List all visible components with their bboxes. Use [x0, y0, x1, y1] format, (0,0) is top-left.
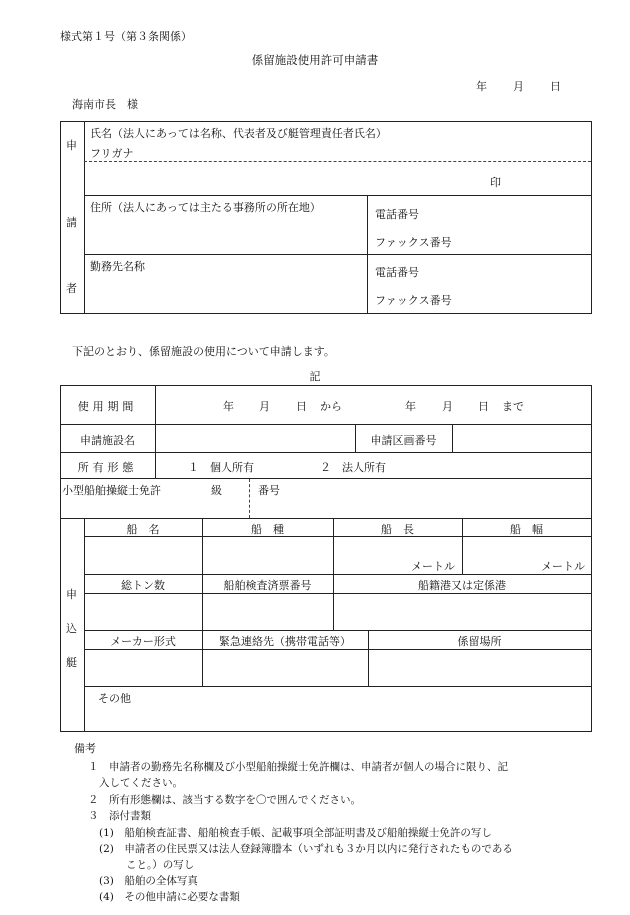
length-unit: メートル	[411, 560, 455, 573]
note-3: ３ 添付書類	[88, 810, 151, 822]
note-3-item-3: (3) 船舶の全体写真	[99, 875, 198, 887]
workplace-fax-label: ファックス番号	[375, 294, 452, 307]
furigana-label: フリガナ	[90, 147, 134, 160]
ownership-label: 所有形態	[77, 461, 138, 474]
ship-length-header: 船 長	[381, 523, 414, 536]
date-month-label: 月	[513, 80, 524, 93]
inspection-number-header: 船舶検査済票番号	[223, 579, 312, 592]
ship-type-header: 船 種	[251, 523, 284, 536]
form-number-label: 様式第１号（第３条関係）	[60, 30, 192, 43]
applicant-side-char-1: 申	[66, 139, 77, 152]
license-grade-label: 級	[211, 484, 222, 497]
section-label: 申請区画番号	[370, 434, 437, 447]
date-year-label: 年	[476, 80, 487, 93]
ownership-option-individual[interactable]: １ 個人所有	[188, 461, 254, 474]
note-3-item-2-line-1: (2) 申請者の住民票又は法人登録簿謄本（いずれも３か月以内に発行されたものである	[99, 843, 513, 855]
ownership-option-corporate[interactable]: ２ 法人所有	[320, 461, 386, 474]
workplace-phone-label: 電話番号	[375, 266, 419, 279]
note-3-item-1: (1) 船舶検査証書、船舶検査手帳、記載事項全部証明書及び船舶操縦士免許の写し	[99, 827, 492, 839]
applicant-side-char-2: 請	[66, 216, 77, 229]
note-3-item-4: (4) その他申請に必要な書類	[99, 891, 240, 903]
to-word: まで	[502, 400, 524, 413]
ship-name-header: 船 名	[126, 523, 160, 536]
addressee: 海南市長 様	[72, 98, 138, 111]
date-day-label: 日	[550, 80, 561, 93]
ship-width-header: 船 幅	[510, 523, 543, 536]
note-2: ２ 所有形態欄は、該当する数字を〇で囲んでください。	[88, 794, 361, 806]
applicant-side-char-3: 者	[66, 282, 77, 295]
to-day: 日	[478, 400, 489, 413]
workplace-label: 勤務先名称	[90, 260, 145, 273]
name-label: 氏名（法人にあっては名称、代表者及び艇管理責任者氏名）	[90, 127, 387, 140]
ki-mark: 記	[309, 370, 321, 383]
workplace-field[interactable]	[85, 274, 365, 312]
application-statement: 下記のとおり、係留施設の使用について申請します。	[72, 345, 335, 358]
license-number-label: 番号	[258, 484, 280, 497]
facility-label: 申請施設名	[80, 434, 135, 447]
note-1-line-1: １ 申請者の勤務先名称欄及び小型船舶操縦士免許欄は、申請者が個人の場合に限り、記	[88, 761, 508, 773]
address-field[interactable]	[85, 215, 365, 253]
gross-tonnage-header: 総トン数	[121, 579, 165, 592]
note-3-item-2-line-2: こと。）の写し	[126, 859, 195, 871]
phone-label: 電話番号	[375, 208, 419, 221]
vessel-side-char-2: 込	[66, 622, 77, 635]
emergency-contact-header: 緊急連絡先（携帯電話等）	[219, 635, 351, 648]
from-word: から	[320, 400, 342, 413]
license-label: 小型船舶操縦士免許	[62, 484, 161, 497]
fax-label: ファックス番号	[375, 236, 452, 249]
from-year: 年	[223, 400, 234, 413]
home-port-header: 船籍港又は定係港	[418, 579, 506, 592]
other-field[interactable]	[85, 705, 590, 730]
width-unit: メートル	[541, 560, 585, 573]
vessel-side-char-3: 艇	[66, 656, 77, 669]
vessel-side-char-1: 申	[66, 588, 77, 601]
from-month: 月	[259, 400, 270, 413]
from-day: 日	[296, 400, 307, 413]
to-month: 月	[442, 400, 453, 413]
facility-field[interactable]	[156, 425, 354, 451]
notes-heading: 備考	[74, 742, 96, 755]
maker-model-header: メーカー形式	[110, 635, 176, 648]
to-year: 年	[405, 400, 416, 413]
period-label: 使用期間	[77, 400, 138, 413]
address-label: 住所（法人にあっては主たる事務所の所在地）	[90, 201, 321, 214]
section-field[interactable]	[453, 425, 590, 451]
name-field[interactable]	[85, 163, 475, 193]
other-label: その他	[98, 692, 131, 705]
seal-mark: 印	[490, 176, 501, 189]
page-title: 係留施設使用許可申請書	[251, 53, 379, 67]
mooring-place-header: 係留場所	[457, 635, 502, 648]
note-1-line-2: 入してください。	[99, 777, 183, 789]
